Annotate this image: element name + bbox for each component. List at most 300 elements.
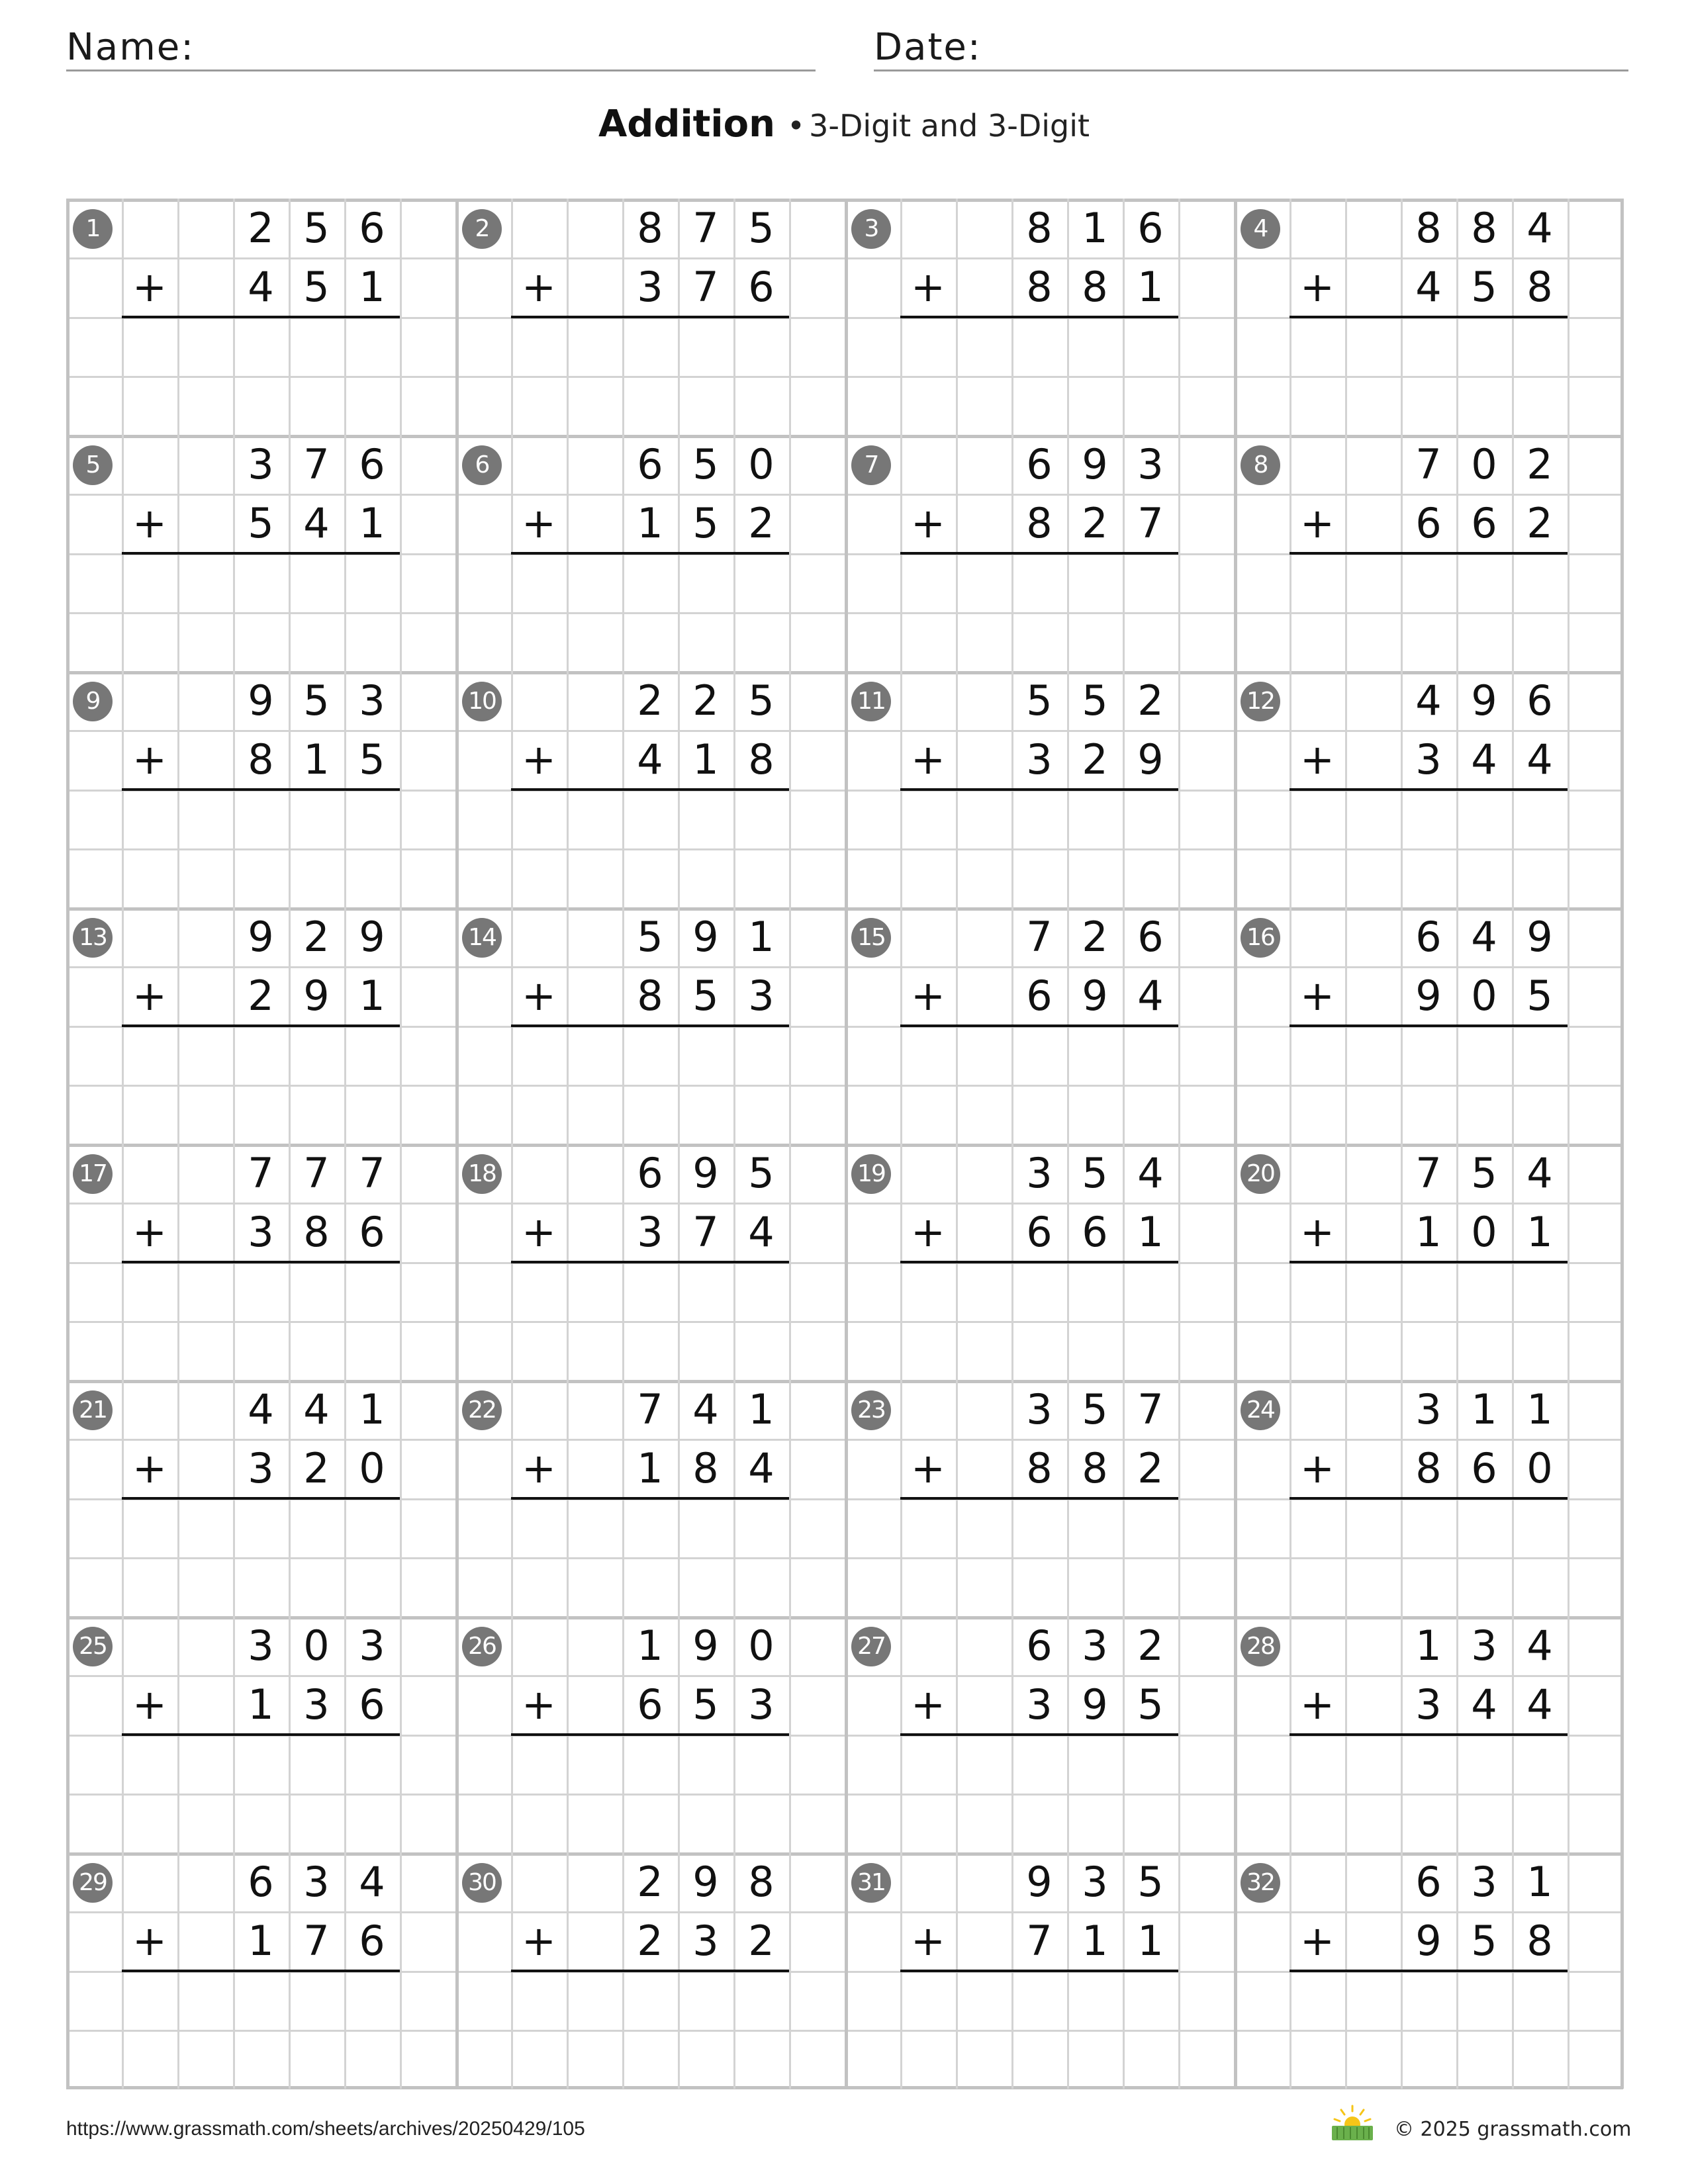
addend-bottom-digit: 8 [1082, 263, 1108, 311]
addend-bottom-digit: 8 [637, 972, 663, 1020]
addend-bottom-digit: 1 [1415, 1208, 1442, 1256]
addend-bottom-digit: 4 [637, 735, 663, 784]
addend-bottom-digit: 8 [1526, 263, 1553, 311]
addend-top-digit: 4 [359, 1858, 385, 1906]
plus-sign: + [911, 1444, 945, 1492]
addend-top-digit: 3 [1137, 440, 1164, 488]
addend-bottom-digit: 5 [1137, 1680, 1164, 1729]
addend-top-digit: 5 [1471, 1149, 1497, 1197]
plus-sign: + [1300, 972, 1335, 1020]
plus-sign: + [132, 972, 167, 1020]
addend-top-digit: 6 [1137, 913, 1164, 961]
plus-sign: + [1300, 263, 1335, 311]
addend-bottom-digit: 4 [303, 499, 330, 547]
addend-bottom-digit: 1 [637, 499, 663, 547]
answer-line [1289, 552, 1568, 555]
addend-top-digit: 9 [692, 913, 719, 961]
addend-top-digit: 6 [248, 1858, 274, 1906]
addend-bottom-digit: 6 [1471, 1444, 1497, 1492]
answer-line [900, 1733, 1178, 1736]
addend-top-digit: 5 [692, 440, 719, 488]
name-field[interactable] [66, 20, 816, 71]
problem-number-badge: 19 [851, 1154, 891, 1194]
answer-line [511, 1970, 789, 1972]
plus-sign: + [911, 263, 945, 311]
plus-sign: + [911, 735, 945, 784]
addend-top-digit: 9 [692, 1149, 719, 1197]
addend-bottom-digit: 4 [1526, 1680, 1553, 1729]
addend-bottom-digit: 3 [1415, 735, 1442, 784]
problem-10 [455, 671, 845, 907]
answer-line [122, 316, 400, 318]
problem-16 [1234, 907, 1623, 1144]
addend-top-digit: 6 [637, 1149, 663, 1197]
addend-bottom-digit: 2 [748, 499, 774, 547]
addend-top-digit: 6 [637, 440, 663, 488]
addend-top-digit: 7 [303, 440, 330, 488]
problem-number-badge: 23 [851, 1390, 891, 1430]
addend-bottom-digit: 6 [359, 1680, 385, 1729]
addend-top-digit: 4 [1526, 1149, 1553, 1197]
problem-number-badge: 20 [1241, 1154, 1280, 1194]
problem-number-badge: 15 [851, 918, 891, 958]
name-label: Name: [66, 26, 195, 69]
addend-bottom-digit: 0 [1471, 972, 1497, 1020]
plus-sign: + [522, 263, 556, 311]
plus-sign: + [911, 972, 945, 1020]
addend-bottom-digit: 6 [1415, 499, 1442, 547]
addend-top-digit: 8 [748, 1858, 774, 1906]
addend-bottom-digit: 7 [1026, 1917, 1053, 1965]
plus-sign: + [1300, 1917, 1335, 1965]
answer-line [900, 1497, 1178, 1500]
addend-bottom-digit: 9 [1415, 1917, 1442, 1965]
problem-number-badge: 5 [73, 445, 113, 485]
problem-28 [1234, 1616, 1623, 1852]
addend-bottom-digit: 1 [248, 1917, 274, 1965]
answer-line [511, 1497, 789, 1500]
problem-6 [455, 435, 845, 671]
addend-bottom-digit: 0 [359, 1444, 385, 1492]
answer-line [900, 316, 1178, 318]
plus-sign: + [132, 1917, 167, 1965]
addend-top-digit: 1 [637, 1621, 663, 1670]
addend-top-digit: 8 [637, 204, 663, 252]
addend-top-digit: 8 [1471, 204, 1497, 252]
problem-24 [1234, 1380, 1623, 1616]
addend-top-digit: 8 [1415, 204, 1442, 252]
addend-top-digit: 2 [637, 676, 663, 725]
addend-top-digit: 7 [692, 204, 719, 252]
addend-top-digit: 1 [748, 1385, 774, 1433]
addend-bottom-digit: 8 [303, 1208, 330, 1256]
plus-sign: + [132, 499, 167, 547]
addend-top-digit: 5 [1082, 1385, 1108, 1433]
problem-number-badge: 6 [462, 445, 502, 485]
plus-sign: + [522, 1444, 556, 1492]
addend-bottom-digit: 1 [359, 263, 385, 311]
addend-bottom-digit: 4 [1471, 1680, 1497, 1729]
addend-bottom-digit: 1 [359, 499, 385, 547]
plus-sign: + [522, 1680, 556, 1729]
answer-line [900, 788, 1178, 791]
answer-line [122, 1497, 400, 1500]
problem-number-badge: 26 [462, 1627, 502, 1666]
problem-13 [66, 907, 455, 1144]
addend-top-digit: 1 [1471, 1385, 1497, 1433]
addend-bottom-digit: 8 [1026, 1444, 1053, 1492]
addend-bottom-digit: 8 [692, 1444, 719, 1492]
addend-top-digit: 5 [748, 676, 774, 725]
problem-17 [66, 1144, 455, 1380]
answer-line [511, 1261, 789, 1263]
problem-number-badge: 10 [462, 682, 502, 721]
addend-bottom-digit: 8 [748, 735, 774, 784]
addend-bottom-digit: 5 [359, 735, 385, 784]
addend-top-digit: 3 [248, 440, 274, 488]
addend-bottom-digit: 4 [248, 263, 274, 311]
answer-line [511, 1024, 789, 1027]
addend-top-digit: 4 [1526, 1621, 1553, 1670]
problem-4 [1234, 199, 1623, 435]
footer-copyright: © 2025 grassmath.com [1394, 2118, 1632, 2141]
addend-top-digit: 2 [1137, 1621, 1164, 1670]
answer-line [122, 1024, 400, 1027]
addend-bottom-digit: 6 [359, 1917, 385, 1965]
addend-top-digit: 7 [248, 1149, 274, 1197]
addend-bottom-digit: 8 [1082, 1444, 1108, 1492]
addend-bottom-digit: 7 [303, 1917, 330, 1965]
plus-sign: + [911, 499, 945, 547]
addend-top-digit: 4 [248, 1385, 274, 1433]
problem-30 [455, 1852, 845, 2089]
addend-bottom-digit: 8 [1415, 1444, 1442, 1492]
addend-bottom-digit: 1 [1137, 1208, 1164, 1256]
addend-top-digit: 1 [359, 1385, 385, 1433]
addend-bottom-digit: 9 [1415, 972, 1442, 1020]
addend-bottom-digit: 1 [303, 735, 330, 784]
problem-number-badge: 7 [851, 445, 891, 485]
addend-bottom-digit: 3 [1415, 1680, 1442, 1729]
addend-top-digit: 4 [1137, 1149, 1164, 1197]
addend-top-digit: 1 [1526, 1385, 1553, 1433]
addend-bottom-digit: 6 [1026, 972, 1053, 1020]
addend-bottom-digit: 8 [1026, 499, 1053, 547]
addend-top-digit: 6 [359, 440, 385, 488]
problem-grid [66, 199, 1623, 2089]
problem-number-badge: 31 [851, 1863, 891, 1903]
title-subtitle: 3-Digit and 3-Digit [809, 108, 1090, 144]
problem-number-badge: 27 [851, 1627, 891, 1666]
problem-7 [845, 435, 1234, 671]
addend-bottom-digit: 5 [1526, 972, 1553, 1020]
addend-top-digit: 3 [359, 1621, 385, 1670]
addend-top-digit: 4 [1415, 676, 1442, 725]
addend-bottom-digit: 7 [692, 1208, 719, 1256]
addend-top-digit: 2 [1526, 440, 1553, 488]
addend-bottom-digit: 2 [1526, 499, 1553, 547]
addend-top-digit: 3 [1082, 1621, 1108, 1670]
addend-top-digit: 3 [1471, 1621, 1497, 1670]
addend-bottom-digit: 1 [248, 1680, 274, 1729]
addend-top-digit: 5 [1137, 1858, 1164, 1906]
addend-top-digit: 9 [248, 913, 274, 961]
addend-top-digit: 9 [1026, 1858, 1053, 1906]
answer-line [122, 552, 400, 555]
problem-number-badge: 16 [1241, 918, 1280, 958]
addend-top-digit: 4 [1471, 913, 1497, 961]
addend-top-digit: 9 [1082, 440, 1108, 488]
addend-bottom-digit: 2 [748, 1917, 774, 1965]
addend-top-digit: 2 [1082, 913, 1108, 961]
title-separator: • [786, 108, 806, 144]
addend-top-digit: 7 [1137, 1385, 1164, 1433]
answer-line [511, 552, 789, 555]
addend-bottom-digit: 5 [1471, 1917, 1497, 1965]
addend-bottom-digit: 5 [303, 263, 330, 311]
addend-top-digit: 2 [1137, 676, 1164, 725]
problem-number-badge: 14 [462, 918, 502, 958]
addend-bottom-digit: 3 [303, 1680, 330, 1729]
grass-sun-logo-icon [1329, 2103, 1376, 2143]
addend-top-digit: 7 [1026, 913, 1053, 961]
plus-sign: + [522, 1208, 556, 1256]
addend-top-digit: 3 [1026, 1385, 1053, 1433]
addend-bottom-digit: 1 [692, 735, 719, 784]
problem-number-badge: 29 [73, 1863, 113, 1903]
plus-sign: + [132, 263, 167, 311]
answer-line [122, 1261, 400, 1263]
addend-top-digit: 6 [1415, 1858, 1442, 1906]
addend-bottom-digit: 0 [1526, 1444, 1553, 1492]
addend-top-digit: 5 [1082, 1149, 1108, 1197]
addend-top-digit: 2 [637, 1858, 663, 1906]
addend-bottom-digit: 1 [1082, 1917, 1108, 1965]
plus-sign: + [1300, 1208, 1335, 1256]
addend-top-digit: 1 [1415, 1621, 1442, 1670]
addend-top-digit: 4 [692, 1385, 719, 1433]
addend-bottom-digit: 4 [1471, 735, 1497, 784]
problem-1 [66, 199, 455, 435]
addend-bottom-digit: 9 [1082, 972, 1108, 1020]
addend-top-digit: 6 [1137, 204, 1164, 252]
answer-line [122, 1970, 400, 1972]
addend-top-digit: 2 [303, 913, 330, 961]
answer-line [511, 788, 789, 791]
plus-sign: + [522, 735, 556, 784]
problem-31 [845, 1852, 1234, 2089]
problem-number-badge: 30 [462, 1863, 502, 1903]
addend-top-digit: 1 [748, 913, 774, 961]
problem-19 [845, 1144, 1234, 1380]
addend-top-digit: 3 [1082, 1858, 1108, 1906]
addend-bottom-digit: 4 [748, 1444, 774, 1492]
addend-bottom-digit: 2 [637, 1917, 663, 1965]
plus-sign: + [522, 1917, 556, 1965]
addend-top-digit: 5 [748, 204, 774, 252]
addend-top-digit: 4 [303, 1385, 330, 1433]
answer-line [511, 316, 789, 318]
addend-top-digit: 6 [1026, 1621, 1053, 1670]
addend-top-digit: 5 [637, 913, 663, 961]
addend-top-digit: 2 [248, 204, 274, 252]
addend-bottom-digit: 1 [1526, 1208, 1553, 1256]
addend-top-digit: 5 [303, 676, 330, 725]
addend-top-digit: 9 [692, 1858, 719, 1906]
plus-sign: + [1300, 735, 1335, 784]
addend-bottom-digit: 3 [248, 1208, 274, 1256]
addend-top-digit: 4 [1526, 204, 1553, 252]
problem-number-badge: 18 [462, 1154, 502, 1194]
addend-top-digit: 0 [303, 1621, 330, 1670]
addend-bottom-digit: 6 [1471, 499, 1497, 547]
addend-bottom-digit: 2 [1082, 499, 1108, 547]
problem-number-badge: 1 [73, 209, 113, 249]
addend-bottom-digit: 6 [748, 263, 774, 311]
addend-bottom-digit: 1 [637, 1444, 663, 1492]
plus-sign: + [522, 972, 556, 1020]
problem-22 [455, 1380, 845, 1616]
addend-top-digit: 2 [692, 676, 719, 725]
answer-line [900, 552, 1178, 555]
addend-top-digit: 0 [1471, 440, 1497, 488]
problem-number-badge: 17 [73, 1154, 113, 1194]
addend-bottom-digit: 6 [359, 1208, 385, 1256]
addend-bottom-digit: 3 [637, 263, 663, 311]
addend-bottom-digit: 8 [1526, 1917, 1553, 1965]
addend-bottom-digit: 3 [748, 972, 774, 1020]
addend-bottom-digit: 5 [692, 1680, 719, 1729]
problem-number-badge: 22 [462, 1390, 502, 1430]
date-field[interactable] [874, 20, 1628, 71]
addend-top-digit: 9 [359, 913, 385, 961]
addend-bottom-digit: 0 [1471, 1208, 1497, 1256]
problem-15 [845, 907, 1234, 1144]
addend-bottom-digit: 5 [1471, 263, 1497, 311]
addend-top-digit: 3 [1415, 1385, 1442, 1433]
addend-top-digit: 9 [692, 1621, 719, 1670]
addend-bottom-digit: 3 [248, 1444, 274, 1492]
plus-sign: + [911, 1208, 945, 1256]
problem-number-badge: 9 [73, 682, 113, 721]
addend-bottom-digit: 4 [748, 1208, 774, 1256]
plus-sign: + [1300, 1444, 1335, 1492]
addend-top-digit: 3 [359, 676, 385, 725]
addend-bottom-digit: 5 [248, 499, 274, 547]
addend-top-digit: 5 [748, 1149, 774, 1197]
addend-top-digit: 3 [303, 1858, 330, 1906]
problem-29 [66, 1852, 455, 2089]
problem-number-badge: 4 [1241, 209, 1280, 249]
addend-top-digit: 8 [1026, 204, 1053, 252]
addend-bottom-digit: 4 [1137, 972, 1164, 1020]
answer-line [1289, 1261, 1568, 1263]
addend-top-digit: 5 [303, 204, 330, 252]
addend-bottom-digit: 3 [1026, 1680, 1053, 1729]
addend-top-digit: 6 [1415, 913, 1442, 961]
answer-line [900, 1024, 1178, 1027]
addend-top-digit: 3 [1471, 1858, 1497, 1906]
problem-3 [845, 199, 1234, 435]
answer-line [122, 1733, 400, 1736]
problem-9 [66, 671, 455, 907]
answer-line [900, 1970, 1178, 1972]
problem-26 [455, 1616, 845, 1852]
problem-8 [1234, 435, 1623, 671]
footer-url[interactable]: https://www.grassmath.com/sheets/archives/20250429/105 [66, 2118, 585, 2140]
addend-top-digit: 6 [1026, 440, 1053, 488]
problem-number-badge: 11 [851, 682, 891, 721]
problem-25 [66, 1616, 455, 1852]
addend-bottom-digit: 3 [1026, 735, 1053, 784]
problem-number-badge: 2 [462, 209, 502, 249]
plus-sign: + [132, 735, 167, 784]
addend-bottom-digit: 6 [1082, 1208, 1108, 1256]
problem-5 [66, 435, 455, 671]
addend-top-digit: 1 [1082, 204, 1108, 252]
answer-line [511, 1733, 789, 1736]
addend-bottom-digit: 8 [1026, 263, 1053, 311]
addend-bottom-digit: 3 [692, 1917, 719, 1965]
addend-top-digit: 7 [359, 1149, 385, 1197]
answer-line [900, 1261, 1178, 1263]
addend-top-digit: 0 [748, 440, 774, 488]
title-main: Addition [598, 103, 775, 146]
addend-top-digit: 7 [1415, 440, 1442, 488]
problem-number-badge: 12 [1241, 682, 1280, 721]
addend-bottom-digit: 6 [1026, 1208, 1053, 1256]
addend-bottom-digit: 1 [1137, 1917, 1164, 1965]
answer-line [1289, 1970, 1568, 1972]
addend-bottom-digit: 9 [303, 972, 330, 1020]
date-label: Date: [874, 26, 982, 69]
problem-number-badge: 21 [73, 1390, 113, 1430]
addend-bottom-digit: 7 [692, 263, 719, 311]
addend-top-digit: 3 [1026, 1149, 1053, 1197]
addend-bottom-digit: 6 [637, 1680, 663, 1729]
problem-27 [845, 1616, 1234, 1852]
answer-line [122, 788, 400, 791]
addend-top-digit: 5 [1026, 676, 1053, 725]
problem-23 [845, 1380, 1234, 1616]
problem-number-badge: 13 [73, 918, 113, 958]
problem-number-badge: 32 [1241, 1863, 1280, 1903]
addend-top-digit: 6 [359, 204, 385, 252]
problem-21 [66, 1380, 455, 1616]
problem-20 [1234, 1144, 1623, 1380]
problem-11 [845, 671, 1234, 907]
problem-number-badge: 28 [1241, 1627, 1280, 1666]
addend-top-digit: 7 [303, 1149, 330, 1197]
problem-12 [1234, 671, 1623, 907]
addend-bottom-digit: 2 [1082, 735, 1108, 784]
plus-sign: + [522, 499, 556, 547]
problem-32 [1234, 1852, 1623, 2089]
addend-bottom-digit: 4 [1526, 735, 1553, 784]
addend-bottom-digit: 1 [1137, 263, 1164, 311]
problem-14 [455, 907, 845, 1144]
plus-sign: + [1300, 499, 1335, 547]
addend-top-digit: 9 [248, 676, 274, 725]
answer-line [1289, 1497, 1568, 1500]
answer-line [1289, 1733, 1568, 1736]
addend-top-digit: 1 [1526, 1858, 1553, 1906]
answer-line [1289, 1024, 1568, 1027]
worksheet-title [0, 103, 1688, 146]
problem-number-badge: 8 [1241, 445, 1280, 485]
addend-bottom-digit: 5 [692, 499, 719, 547]
addend-bottom-digit: 9 [1137, 735, 1164, 784]
